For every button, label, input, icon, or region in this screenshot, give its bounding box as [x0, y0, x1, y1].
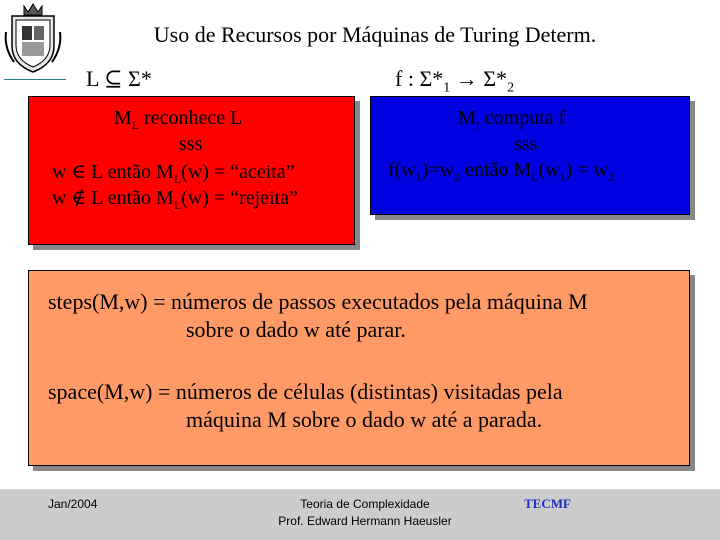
transducer-line-2: sss: [514, 133, 538, 155]
footer-institution: TECMF: [524, 496, 571, 511]
function-definition: f : $\Sigma*_1 \to \Sigma*_2$: [395, 66, 515, 96]
footer-course: Teoria de Complexidade: [300, 497, 430, 511]
language-definition: L ⊆ Σ*: [86, 66, 152, 91]
recognizer-line-1: $M_L$ reconhece L: [114, 107, 243, 132]
recognizer-accept-line: w ∈ L então $M_L(w)$ = “aceita”: [52, 161, 295, 186]
transducer-line-3: $f(w_1)=w_2$ então $M_L(w_1) = w_2$: [388, 159, 615, 184]
recognizer-line-2: sss: [179, 133, 203, 155]
footer-bar: [0, 489, 720, 540]
footer-date: Jan/2004: [48, 497, 98, 511]
steps-definition-line-1: steps(M,w) = números de passos executados pela máquina M: [48, 289, 588, 314]
footer-professor: Prof. Edward Hermann Haeusler: [278, 514, 452, 528]
recognizer-reject-line: w ∉ L então $M_L(w)$ = “rejeita”: [52, 187, 298, 212]
page-title: Uso de Recursos por Máquinas de Turing Determ.: [153, 22, 597, 47]
transducer-box: [370, 96, 690, 215]
crest-divider: [4, 79, 66, 80]
space-definition-line-2: máquina M sobre o dado w até a parada.: [186, 407, 543, 432]
steps-definition-line-2: sobre o dado w até parar.: [186, 317, 406, 342]
resource-definitions-box: [28, 270, 690, 466]
transducer-line-1: $M_f$ computa f: [458, 107, 566, 132]
space-definition-line-1: space(M,w) = números de células (distintas) visitadas pela: [48, 379, 563, 404]
recognizer-box: [28, 96, 355, 245]
